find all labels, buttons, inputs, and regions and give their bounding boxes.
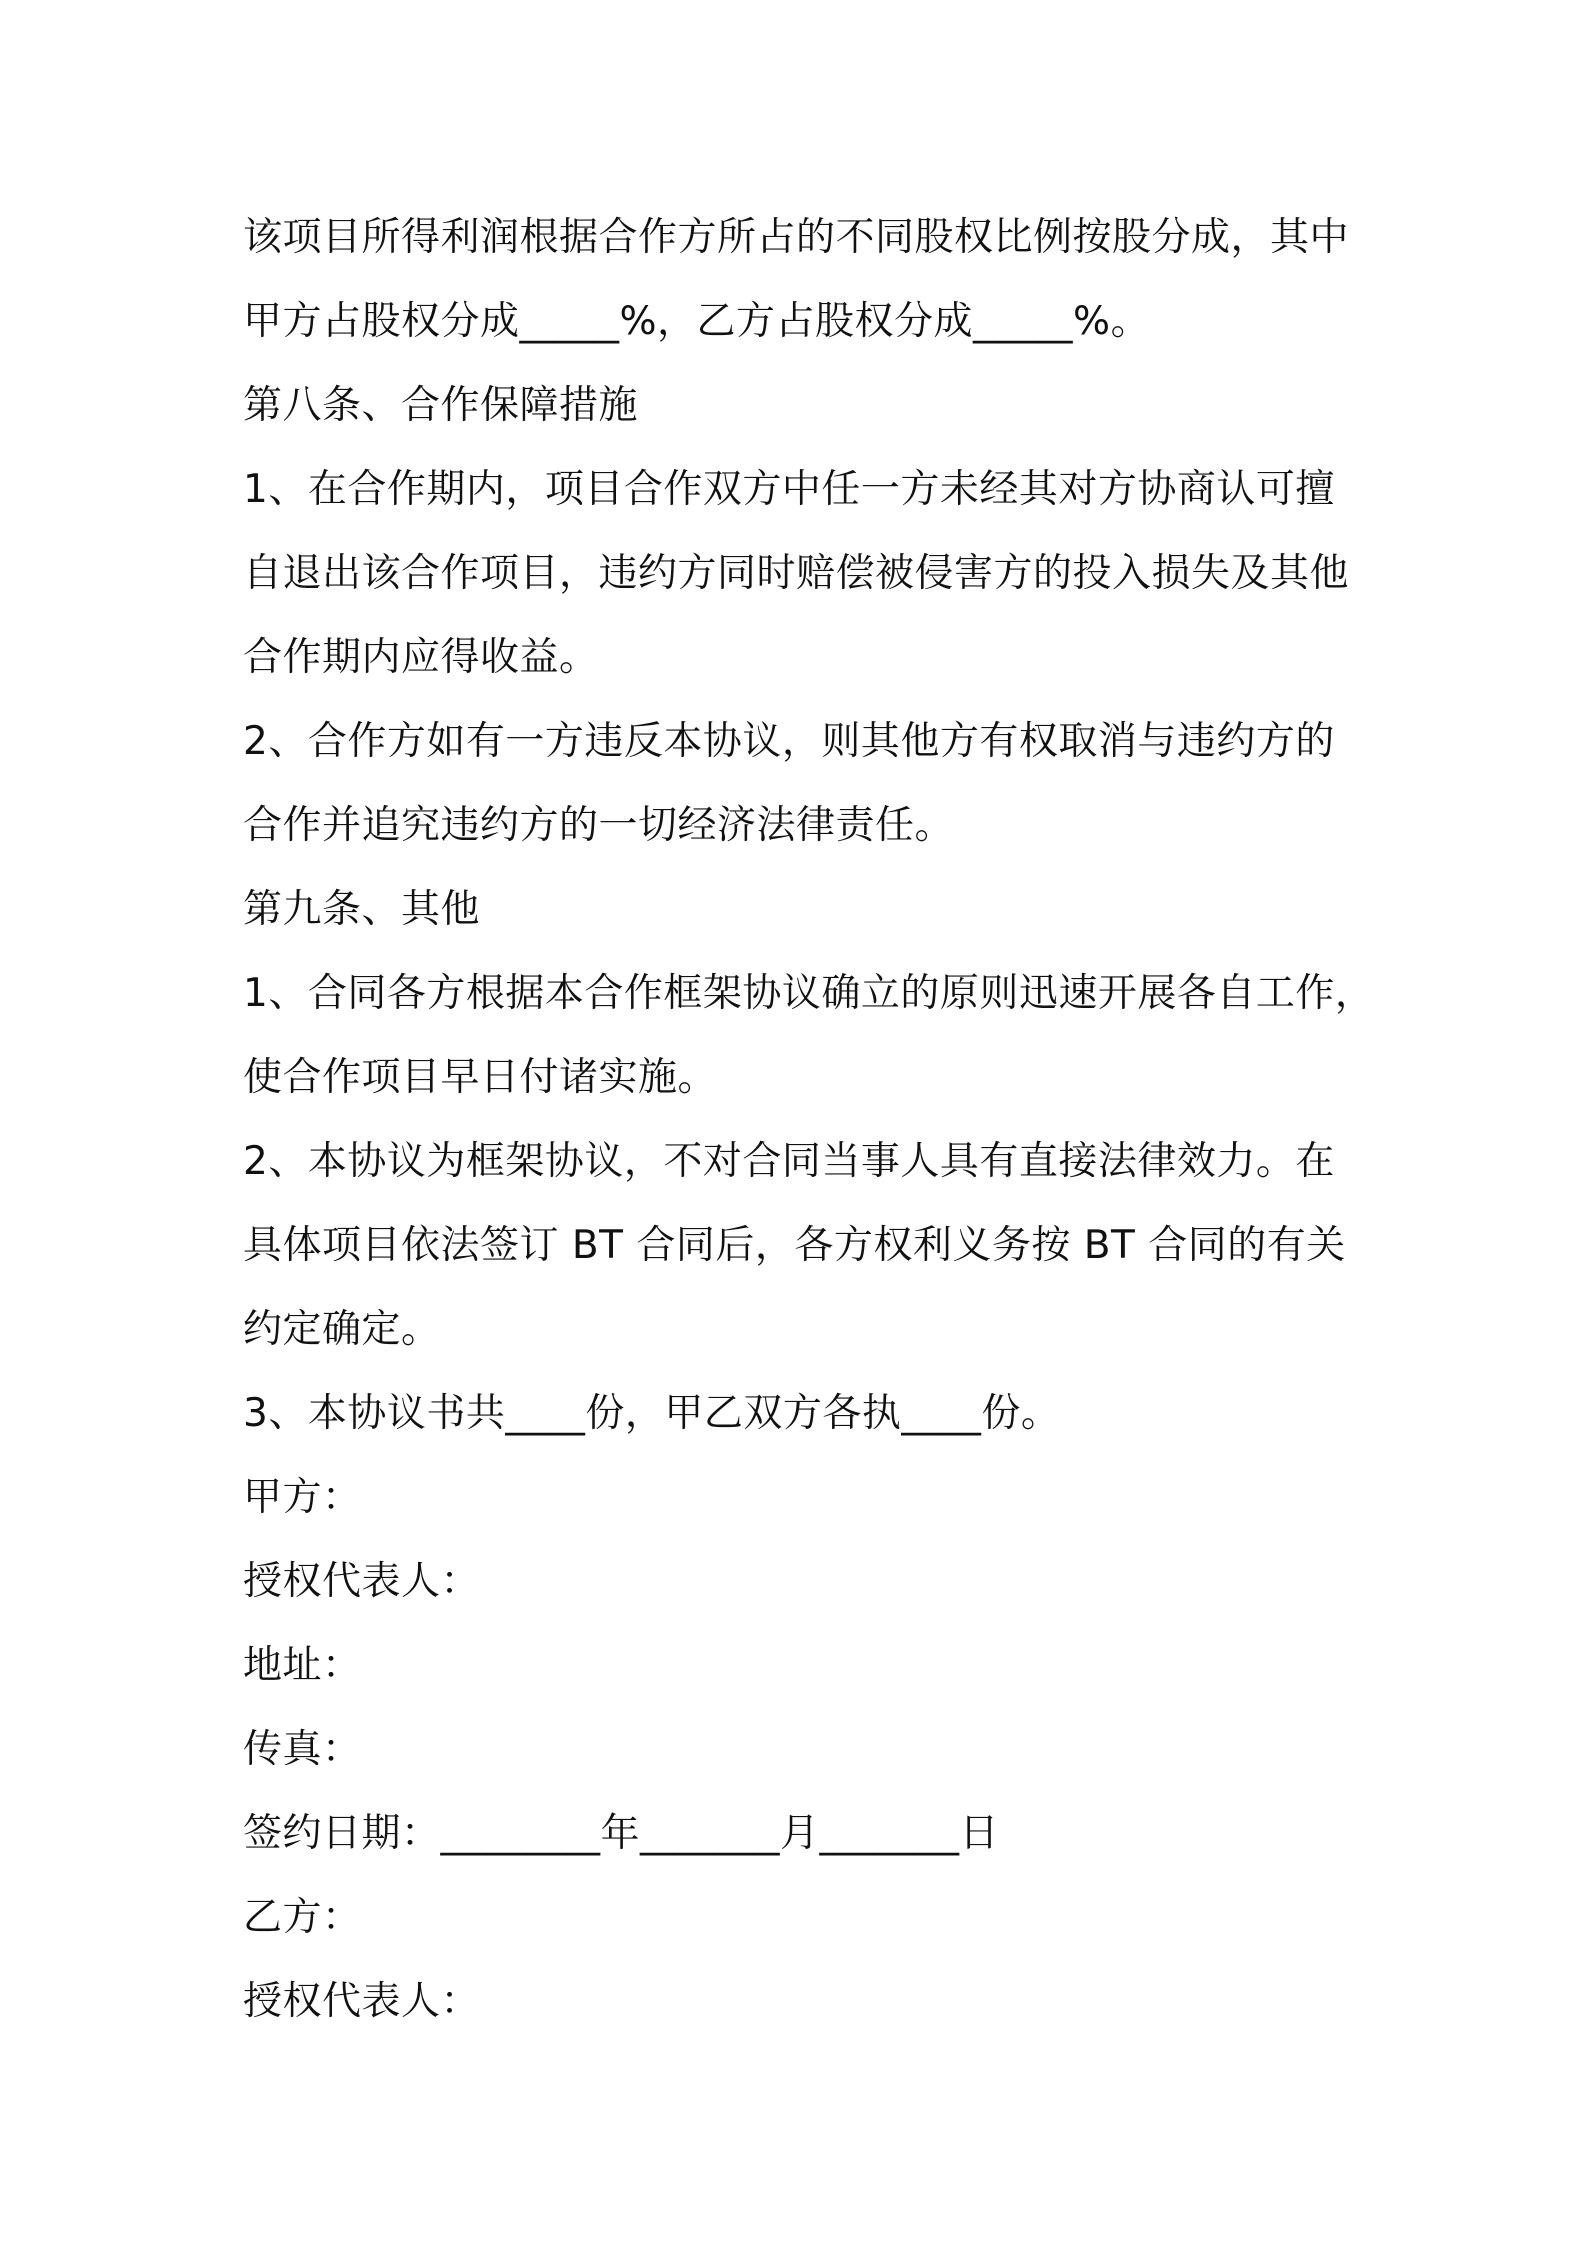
article-8-clause-1-line-2: 自退出该合作项目，违约方同时赔偿被侵害方的投入损失及其他 bbox=[243, 551, 1350, 596]
article-9-clause-2-line-2: 具体项目依法签订 BT 合同后，各方权利义务按 BT 合同的有关 bbox=[243, 1223, 1346, 1268]
party-a-address-label: 地址： bbox=[243, 1643, 362, 1688]
article-8-clause-2-line-2: 合作并追究违约方的一切经济法律责任。 bbox=[243, 803, 955, 848]
article-9-clause-2-line-3: 约定确定。 bbox=[243, 1307, 441, 1352]
signing-date-line: 签约日期：________年_______月_______日 bbox=[243, 1811, 1000, 1856]
document-body bbox=[243, 196, 1383, 2044]
profit-share-line-2: 甲方占股权分成_____%，乙方占股权分成_____%。 bbox=[243, 299, 1151, 344]
party-b-label: 乙方： bbox=[243, 1895, 362, 1940]
article-8-clause-1-line-3: 合作期内应得收益。 bbox=[243, 635, 599, 680]
profit-share-line-1: 该项目所得利润根据合作方所占的不同股权比例按股分成，其中 bbox=[243, 215, 1350, 260]
article-8-clause-2-line-1: 2、合作方如有一方违反本协议，则其他方有权取消与违约方的 bbox=[243, 719, 1335, 764]
article-9-clause-1-line-2: 使合作项目早日付诸实施。 bbox=[243, 1055, 718, 1100]
article-9-clause-3: 3、本协议书共____份，甲乙双方各执____份。 bbox=[243, 1391, 1061, 1436]
article-9-heading: 第九条、其他 bbox=[243, 887, 481, 932]
party-a-fax-label: 传真： bbox=[243, 1727, 362, 1772]
party-a-label: 甲方： bbox=[243, 1475, 362, 1520]
article-8-clause-1-line-1: 1、在合作期内，项目合作双方中任一方未经其对方协商认可擅 bbox=[243, 467, 1335, 512]
party-a-representative-label: 授权代表人： bbox=[243, 1559, 481, 1604]
article-9-clause-2-line-1: 2、本协议为框架协议，不对合同当事人具有直接法律效力。在 bbox=[243, 1139, 1335, 1184]
article-9-clause-1-line-1: 1、合同各方根据本合作框架协议确立的原则迅速开展各自工作， bbox=[243, 971, 1375, 1016]
article-8-heading: 第八条、合作保障措施 bbox=[243, 383, 639, 428]
party-b-representative-label: 授权代表人： bbox=[243, 1979, 481, 2024]
